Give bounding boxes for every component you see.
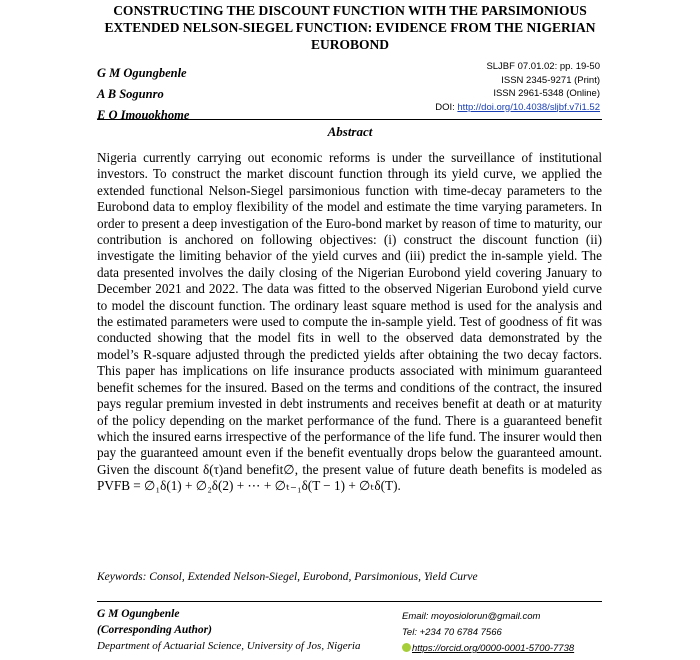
abstract-heading: Abstract	[327, 124, 373, 139]
corresponding-author	[97, 606, 360, 654]
citation: SLJBF 07.01.02: pp. 19-50	[486, 61, 600, 72]
author-name: E O Imouokhome	[97, 108, 190, 122]
title-line: EUROBOND	[310, 37, 389, 52]
orcid-icon	[402, 643, 411, 652]
doi-label: DOI:	[435, 101, 458, 113]
author-name: A B Sogunro	[97, 87, 164, 101]
footer-divider	[97, 601, 602, 602]
contact-info	[402, 609, 574, 657]
paper-title	[60, 2, 640, 53]
orcid-link[interactable]: https://orcid.org/0000-0001-5700-7738	[412, 643, 575, 654]
issn-online: ISSN 2961-5348 (Online)	[493, 88, 600, 99]
keywords: Keywords: Consol, Extended Nelson-Siegel, Eurobond, Parsimonious, Yield Curve	[97, 571, 478, 583]
journal-info	[435, 60, 600, 114]
abstract-body: Nigeria currently carrying out economic reforms is under the surveillance of institutional investors. To construct the market discount function through its yield curve, we applied the extended functional Nelson-Siegel parsimonious function with time-decay parameters to the Eurobond data to employ flexibility of the model and estimate the time varying parameters. In order to present a deep investigation of the Euro-bond market by reason of time to maturity, our contribution is anchored on following objectives: (i) construct the discount function (ii) investigate the limiting behavior of the yield curves and (iii) predict the in-sample yield. The data presented involves the daily closing of the Nigerian Eurobond yield covering January to December 2021 and 2022. The data was fitted to the observed Nigerian Eurobond yield curve to model the discount function. The ordinary least square method is used for the analysis and the estimated parameters were used to compute the in-sample yield. Test of goodness of fit was conducted showing that the model fits in well to the observed data demonstrated by the model’s R-square adjusted through the predicted yields after obtaining the two decay factors. This paper has implications on life insurance products associated with minimum guaranteed benefit schemes for the insured. Based on the terms and conditions of the contract, the insured pays regular premium invested in debt instruments and receives benefit at death or at maturity of the policy depending on the market performance of the fund. There is a guaranteed benefit which the insured earns irrespective of the performance of the life fund. The insurer would then pay the guaranteed amount even if the benefit eventually drops below the guaranteed amount. Given the discount δ(τ)and benefit∅, the present value of future death benefits is modeled as PVFB = ∅₁δ(1) + ∅₂δ(2) + ⋯ + ∅ₜ₋₁δ(T − 1) + ∅ₜδ(T).	[97, 150, 602, 494]
header-divider	[97, 119, 602, 120]
author-list	[97, 63, 189, 126]
telephone: Tel: +234 70 6784 7566	[402, 627, 502, 638]
corresponding-role: (Corresponding Author)	[97, 624, 212, 636]
email: Email: moyosiolorun@gmail.com	[402, 611, 541, 622]
author-name: G M Ogungbenle	[97, 66, 187, 80]
issn-print: ISSN 2345-9271 (Print)	[501, 74, 600, 86]
doi	[435, 101, 600, 115]
orcid-row	[402, 641, 574, 657]
department: Department of Actuarial Science, University of Jos, Nigeria	[97, 640, 361, 652]
doi-link[interactable]: http://doi.org/10.4038/sljbf.v7i1.52	[457, 101, 600, 113]
title-line: EXTENDED NELSON-SIEGEL FUNCTION: EVIDENCE FROM THE NIGERIAN	[104, 20, 596, 35]
title-line: CONSTRUCTING THE DISCOUNT FUNCTION WITH THE PARSIMONIOUS	[113, 3, 587, 18]
corresponding-name: G M Ogungbenle	[97, 608, 180, 620]
